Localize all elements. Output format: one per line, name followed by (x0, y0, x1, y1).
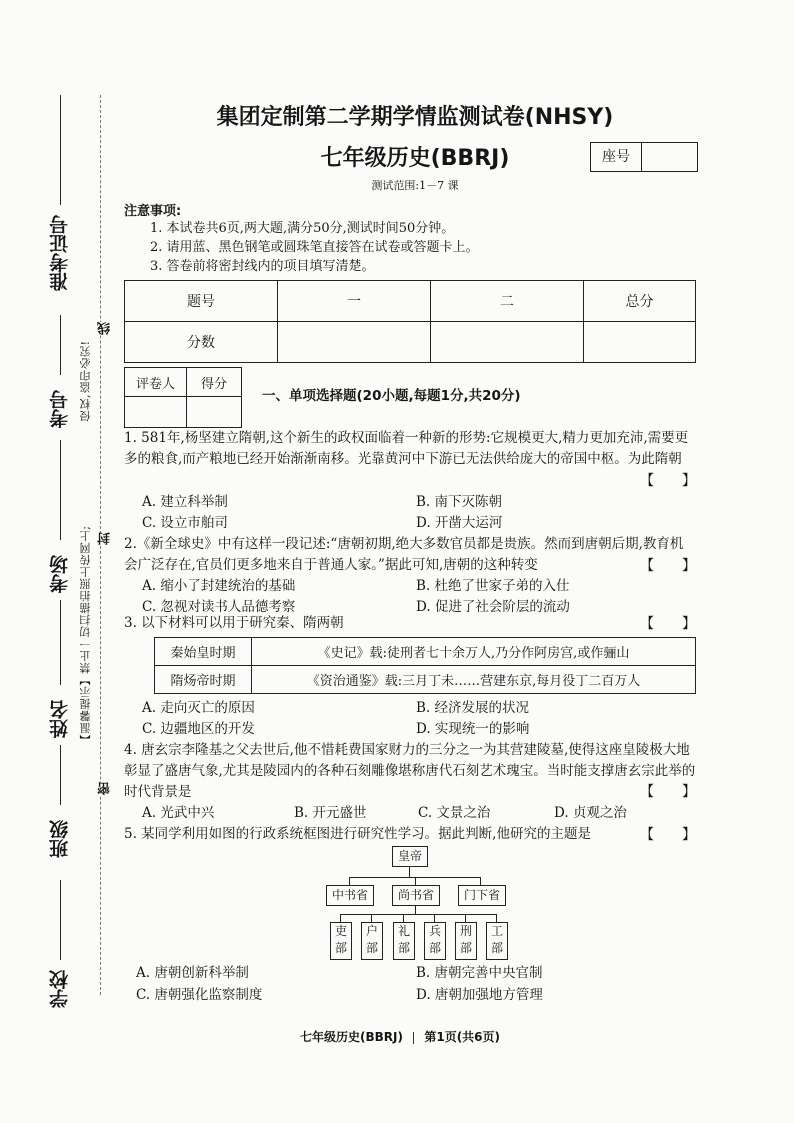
material-text: 《史记》载:徒刑者七十余万人,乃分作阿房宫,或作骊山 (252, 638, 696, 666)
q3-option-a[interactable]: A. 走向灭亡的原因 (142, 700, 255, 716)
q3-option-b[interactable]: B. 经济发展的状况 (416, 700, 530, 716)
q3-option-d[interactable]: D. 实现统一的影响 (416, 721, 530, 737)
answer-bracket[interactable]: 【 】 (640, 827, 696, 843)
exam-id-line[interactable] (60, 95, 61, 205)
class-line[interactable] (60, 745, 61, 805)
kaohao-label: 考号 (49, 390, 71, 428)
q2-option-b[interactable]: B. 杜绝了世家子弟的入仕 (416, 578, 570, 594)
q5-option-d[interactable]: D. 唐朝加强地方管理 (416, 987, 543, 1003)
material-period: 秦始皇时期 (155, 638, 252, 666)
q2-option-c[interactable]: C. 忽视对读书人品德考察 (142, 599, 296, 615)
material-table (154, 637, 696, 694)
answer-bracket[interactable]: 【 】 (640, 558, 696, 574)
score-table (124, 280, 696, 363)
seal-char-mi: 密 (98, 782, 113, 795)
section-title: 一、单项选择题(20小题,每题1分,共20分) (262, 388, 521, 404)
name-line[interactable] (60, 600, 61, 685)
q4-option-c[interactable]: C. 文景之治 (418, 805, 491, 821)
score-cell[interactable] (431, 322, 584, 363)
material-period: 隋炀帝时期 (155, 666, 252, 694)
q2-option-d[interactable]: D. 促进了社会阶层的流动 (416, 599, 570, 615)
q1-option-c[interactable]: C. 设立市舶司 (142, 515, 228, 531)
question-3-text: 3. 以下材料可以用于研究秦、隋两朝 (124, 615, 344, 631)
answer-bracket[interactable]: 【 】 (640, 616, 696, 632)
exam-title: 集团定制第二学期学情监测试卷(NHSY) (216, 105, 614, 130)
footer (300, 1028, 500, 1045)
emperor-box: 皇帝 (392, 846, 428, 867)
seat-label: 座号 (591, 143, 642, 171)
grader-table (124, 367, 242, 428)
notes-list (150, 219, 479, 276)
seal-char-xian: 线 (98, 322, 113, 335)
q5-option-a[interactable]: A. 唐朝创新科举制 (136, 965, 249, 981)
zhongshu-box: 中书省 (326, 885, 374, 906)
score-header-cell: 一 (278, 281, 431, 322)
notice-2: 侵权,盗印必究! (79, 340, 92, 422)
note-item: 2. 请用蓝、黑色钢笔或圆珠笔直接答在试卷或答题卡上。 (150, 240, 479, 255)
score-header-cell: 二 (431, 281, 584, 322)
seat-box (590, 142, 698, 172)
shangshu-box: 尚书省 (392, 885, 440, 906)
material-text: 《资治通鉴》载:三月丁未……营建东京,每月役丁二百万人 (252, 666, 696, 694)
seal-line (100, 95, 101, 995)
ministry-box: 工部 (486, 922, 508, 960)
grader-label: 评卷人 (125, 368, 187, 397)
school-label: 学校 (49, 970, 71, 1008)
q4-option-b[interactable]: B. 开元盛世 (294, 805, 367, 821)
score-cell[interactable] (278, 322, 431, 363)
question-2-text: 2.《新全球史》中有这样一段记述:“唐朝初期,绝大多数官员都是贵族。然而到唐朝后期,教育机会广泛存在,官员们更多地来自于普通人家。”据此可知,唐朝的这种转变 (124, 536, 684, 573)
q5-option-c[interactable]: C. 唐朝强化监察制度 (136, 987, 263, 1003)
notes-heading: 注意事项: (124, 204, 182, 219)
score-row-label: 分数 (125, 322, 278, 363)
q1-option-a[interactable]: A. 建立科举制 (142, 494, 228, 510)
footer-page: 第1页(共6页) (424, 1030, 501, 1044)
ministry-box: 吏部 (330, 922, 352, 960)
answer-bracket[interactable]: 【 】 (640, 784, 696, 800)
name-label: 姓名 (49, 700, 71, 738)
q1-option-b[interactable]: B. 南下灭陈朝 (416, 494, 503, 510)
score-input[interactable] (187, 397, 242, 428)
seat-input[interactable] (642, 143, 697, 171)
exam-id-label: 准考证号 (49, 215, 71, 291)
ministry-box: 礼部 (393, 922, 415, 960)
notice-1: 【温馨提示】禁止一切扫描拍照上传网上; (79, 525, 92, 746)
q1-option-d[interactable]: D. 开凿大运河 (416, 515, 503, 531)
exam-subtitle: 七年级历史(BBRJ) (320, 146, 510, 171)
school-line[interactable] (60, 880, 61, 960)
question-1-text: 1. 581年,杨坚建立隋朝,这个新生的政权面临着一种新的形势:它规模更大,精力更加充沛,需要更多的粮食,而产粮地已经开始渐渐南移。光靠黄河中下游已无法供给庞大的帝国中枢。为此隋朝 (124, 430, 689, 467)
class-label: 班级 (49, 820, 71, 858)
q3-option-c[interactable]: C. 边疆地区的开发 (142, 721, 255, 737)
ministry-box: 刑部 (455, 922, 477, 960)
question-5-text: 5. 某同学利用如图的行政系统框图进行研究性学习。据此判断,他研究的主题是 (124, 826, 591, 842)
kaochang-label: 考场 (49, 555, 71, 593)
score-label: 得分 (187, 368, 242, 397)
seal-char-feng: 封 (98, 532, 113, 545)
kaohao-line[interactable] (60, 315, 61, 375)
kaochang-line[interactable] (60, 440, 61, 540)
test-range: 测试范围:1－7 课 (371, 179, 459, 192)
menxia-box: 门下省 (458, 885, 506, 906)
footer-divider (413, 1032, 414, 1044)
ministry-box: 户部 (361, 922, 383, 960)
score-header-cell: 总分 (584, 281, 696, 322)
score-cell[interactable] (584, 322, 696, 363)
footer-subject: 七年级历史(BBRJ) (300, 1030, 403, 1044)
note-item: 1. 本试卷共6页,两大题,满分50分,测试时间50分钟。 (150, 221, 455, 236)
grader-input[interactable] (125, 397, 187, 428)
q4-option-a[interactable]: A. 光武中兴 (142, 805, 215, 821)
q2-option-a[interactable]: A. 缩小了封建统治的基础 (142, 578, 296, 594)
score-header-cell: 题号 (125, 281, 278, 322)
ministry-box: 兵部 (424, 922, 446, 960)
q4-option-d[interactable]: D. 贞观之治 (554, 805, 627, 821)
note-item: 3. 答卷前将密封线内的项目填写清楚。 (150, 259, 375, 274)
answer-bracket[interactable]: 【 】 (640, 473, 696, 489)
q5-option-b[interactable]: B. 唐朝完善中央官制 (416, 965, 543, 981)
question-4-text: 4. 唐玄宗李隆基之父去世后,他不惜耗费国家财力的三分之一为其营建陵墓,使得这座皇陵极大地彰显了盛唐气象,尤其是陵园内的各种石刻雕像堪称唐代石刻艺术瑰宝。当时能支撑唐玄宗此举的时代背景是 (124, 742, 696, 800)
